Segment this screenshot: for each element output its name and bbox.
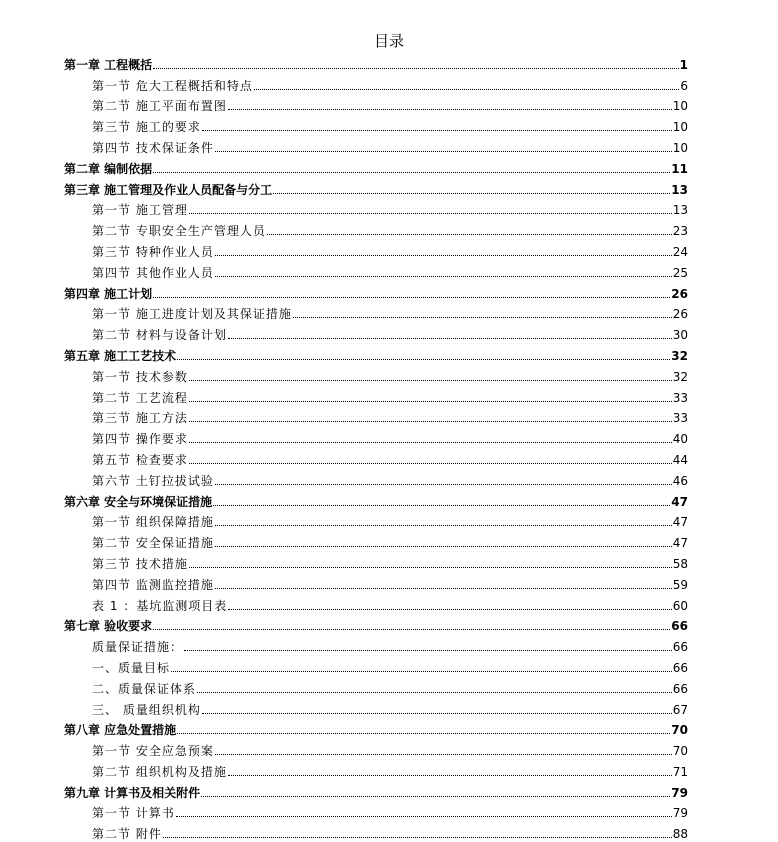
toc-chapter-entry[interactable] <box>64 342 688 363</box>
dot-leader <box>153 68 678 69</box>
dot-leader <box>273 193 670 194</box>
toc-entry-page-number: 66 <box>672 640 688 655</box>
dot-leader <box>228 775 672 776</box>
dot-leader <box>202 130 672 131</box>
dot-leader <box>184 650 672 651</box>
toc-entry-label: 第一节 施工进度计划及其保证措施 <box>92 307 292 322</box>
toc-entry-page-number: 47 <box>671 494 688 509</box>
dot-leader <box>215 754 672 755</box>
toc-section-entry[interactable] <box>64 654 688 675</box>
toc-chapter-entry[interactable] <box>64 779 688 800</box>
toc-entry-page-number: 66 <box>672 681 688 696</box>
dot-leader <box>177 359 670 360</box>
dot-leader <box>201 796 670 797</box>
dot-leader <box>228 338 672 339</box>
toc-section-entry[interactable] <box>64 93 688 114</box>
toc-section-entry[interactable] <box>64 363 688 384</box>
dot-leader <box>197 692 672 693</box>
toc-entry-page-number: 33 <box>672 411 688 426</box>
toc-entry-label: 第四节 监测监控措施 <box>92 577 214 592</box>
toc-entry-label: 第三节 技术措施 <box>92 556 188 571</box>
dot-leader <box>176 816 672 817</box>
toc-entry-page-number: 44 <box>672 452 688 467</box>
toc-section-entry[interactable] <box>64 301 688 322</box>
toc-entry-page-number: 79 <box>671 785 688 800</box>
toc-entry-label: 第二节 工艺流程 <box>92 390 188 405</box>
toc-entry-page-number: 79 <box>672 806 688 821</box>
dot-leader <box>215 276 672 277</box>
toc-entry-page-number: 70 <box>671 723 688 738</box>
toc-entry-label: 第二节 附件 <box>92 827 162 842</box>
toc-section-entry[interactable] <box>64 529 688 550</box>
toc-section-entry[interactable] <box>64 696 688 717</box>
toc-section-entry[interactable] <box>64 197 688 218</box>
toc-chapter-entry[interactable] <box>64 717 688 738</box>
dot-leader <box>189 380 672 381</box>
toc-entry-label: 第二节 材料与设备计划 <box>92 328 227 343</box>
toc-entry-label: 第一章 工程概括 <box>64 57 153 72</box>
toc-entry-label: 第八章 应急处置措施 <box>64 723 177 738</box>
toc-entry-page-number: 1 <box>679 57 688 72</box>
toc-entry-page-number: 58 <box>672 556 688 571</box>
toc-entry-label: 第二节 施工平面布置图 <box>92 99 227 114</box>
toc-entry-label: 第二节 组织机构及措施 <box>92 764 227 779</box>
toc-section-entry[interactable] <box>64 384 688 405</box>
toc-entry-label: 第三节 施工的要求 <box>92 120 201 135</box>
toc-entry-label: 一、质量目标 <box>92 660 171 675</box>
toc-entry-label: 第四节 操作要求 <box>92 432 188 447</box>
dot-leader <box>189 421 672 422</box>
toc-section-entry[interactable] <box>64 592 688 613</box>
toc-entry-page-number: 26 <box>671 286 688 301</box>
toc-entry-page-number: 88 <box>672 827 688 842</box>
toc-entry-page-number: 24 <box>672 244 688 259</box>
toc-entry-label: 第六节 土钉拉拔试验 <box>92 473 214 488</box>
toc-section-entry[interactable] <box>64 509 688 530</box>
toc-section-entry[interactable] <box>64 446 688 467</box>
toc-section-entry[interactable] <box>64 571 688 592</box>
dot-leader <box>215 151 672 152</box>
dot-leader <box>228 109 672 110</box>
toc-section-entry[interactable] <box>64 820 688 841</box>
dot-leader <box>177 733 670 734</box>
toc-entry-label: 第五章 施工工艺技术 <box>64 348 177 363</box>
toc-entry-label: 第四章 施工计划 <box>64 286 153 301</box>
toc-title: 目录 <box>373 32 404 50</box>
toc-entry-label: 第二章 编制依据 <box>64 161 153 176</box>
toc-entry-page-number: 13 <box>671 182 688 197</box>
toc-entry-label: 二、质量保证体系 <box>92 681 197 696</box>
toc-entry-label: 第四节 技术保证条件 <box>92 140 214 155</box>
toc-section-entry[interactable] <box>64 737 688 758</box>
dot-leader <box>163 837 672 838</box>
toc-entry-page-number: 59 <box>672 577 688 592</box>
dot-leader <box>213 505 670 506</box>
dot-leader <box>254 89 680 90</box>
toc-section-entry[interactable] <box>64 675 688 696</box>
toc-entry-page-number: 66 <box>671 619 688 634</box>
toc-entry-label: 质量保证措施： <box>92 640 184 655</box>
toc-entry-page-number: 47 <box>672 515 688 530</box>
toc-chapter-entry[interactable] <box>64 176 688 197</box>
toc-entry-page-number: 23 <box>672 224 688 239</box>
toc-entry-page-number: 10 <box>672 120 688 135</box>
toc-entry-page-number: 40 <box>672 432 688 447</box>
toc-entry-page-number: 46 <box>672 473 688 488</box>
toc-section-entry[interactable] <box>64 113 688 134</box>
toc-entry-page-number: 11 <box>671 161 688 176</box>
toc-entry-page-number: 30 <box>672 328 688 343</box>
dot-leader <box>215 484 672 485</box>
toc-entry-label: 第一节 危大工程概括和特点 <box>92 78 253 93</box>
toc-entry-label: 第三节 施工方法 <box>92 411 188 426</box>
toc-chapter-entry[interactable] <box>64 280 688 301</box>
toc-entry-page-number: 47 <box>672 536 688 551</box>
toc-entry-page-number: 10 <box>672 99 688 114</box>
dot-leader <box>171 671 672 672</box>
toc-entry-label: 三、 质量组织机构 <box>92 702 201 717</box>
dot-leader <box>189 463 672 464</box>
toc-entry-label: 第三节 特种作业人员 <box>92 244 214 259</box>
toc-section-entry[interactable] <box>64 321 688 342</box>
toc-section-entry[interactable] <box>64 72 688 93</box>
toc-entry-page-number: 25 <box>672 265 688 280</box>
toc-entry-page-number: 71 <box>672 764 688 779</box>
toc-entry-label: 第二节 专职安全生产管理人员 <box>92 224 266 239</box>
toc-entry-label: 第二节 安全保证措施 <box>92 536 214 551</box>
toc-section-entry[interactable] <box>64 134 688 155</box>
toc-entry-label: 第三章 施工管理及作业人员配备与分工 <box>64 182 273 197</box>
toc-section-entry[interactable] <box>64 758 688 779</box>
toc-entry-label: 第六章 安全与环境保证措施 <box>64 494 213 509</box>
dot-leader <box>215 546 672 547</box>
toc-entry-label: 第四节 其他作业人员 <box>92 265 214 280</box>
toc-section-entry[interactable] <box>64 217 688 238</box>
toc-entry-label: 第一节 施工管理 <box>92 203 188 218</box>
toc-entry-page-number: 32 <box>672 369 688 384</box>
toc-section-entry[interactable] <box>64 633 688 654</box>
table-of-contents <box>64 51 688 841</box>
toc-chapter-entry[interactable] <box>64 613 688 634</box>
dot-leader <box>153 172 670 173</box>
toc-entry-label: 表 1 ：基坑监测项目表 <box>92 598 228 613</box>
dot-leader <box>189 401 672 402</box>
toc-section-entry[interactable] <box>64 238 688 259</box>
toc-entry-page-number: 13 <box>672 203 688 218</box>
dot-leader <box>153 297 670 298</box>
toc-entry-label: 第一节 技术参数 <box>92 369 188 384</box>
dot-leader <box>215 588 672 589</box>
dot-leader <box>293 317 672 318</box>
toc-entry-label: 第七章 验收要求 <box>64 619 153 634</box>
toc-entry-page-number: 33 <box>672 390 688 405</box>
toc-entry-label: 第五节 检查要求 <box>92 452 188 467</box>
dot-leader <box>153 629 670 630</box>
toc-chapter-entry[interactable] <box>64 51 688 72</box>
dot-leader <box>189 567 672 568</box>
dot-leader <box>189 442 672 443</box>
dot-leader <box>215 525 672 526</box>
toc-section-entry[interactable] <box>64 405 688 426</box>
toc-entry-page-number: 60 <box>672 598 688 613</box>
toc-entry-page-number: 6 <box>680 78 688 93</box>
dot-leader <box>228 609 671 610</box>
toc-entry-page-number: 26 <box>672 307 688 322</box>
toc-entry-page-number: 66 <box>672 660 688 675</box>
toc-entry-label: 第九章 计算书及相关附件 <box>64 785 201 800</box>
toc-entry-label: 第一节 计算书 <box>92 806 175 821</box>
toc-section-entry[interactable] <box>64 467 688 488</box>
toc-entry-label: 第一节 安全应急预案 <box>92 744 214 759</box>
dot-leader <box>267 234 672 235</box>
dot-leader <box>215 255 672 256</box>
toc-section-entry[interactable] <box>64 259 688 280</box>
toc-section-entry[interactable] <box>64 425 688 446</box>
toc-chapter-entry[interactable] <box>64 488 688 509</box>
toc-entry-label: 第一节 组织保障措施 <box>92 515 214 530</box>
toc-entry-page-number: 10 <box>672 140 688 155</box>
toc-entry-page-number: 67 <box>672 702 688 717</box>
toc-chapter-entry[interactable] <box>64 155 688 176</box>
dot-leader <box>202 713 672 714</box>
dot-leader <box>189 213 672 214</box>
toc-entry-page-number: 70 <box>672 744 688 759</box>
toc-entry-page-number: 32 <box>671 348 688 363</box>
toc-section-entry[interactable] <box>64 800 688 821</box>
toc-section-entry[interactable] <box>64 550 688 571</box>
